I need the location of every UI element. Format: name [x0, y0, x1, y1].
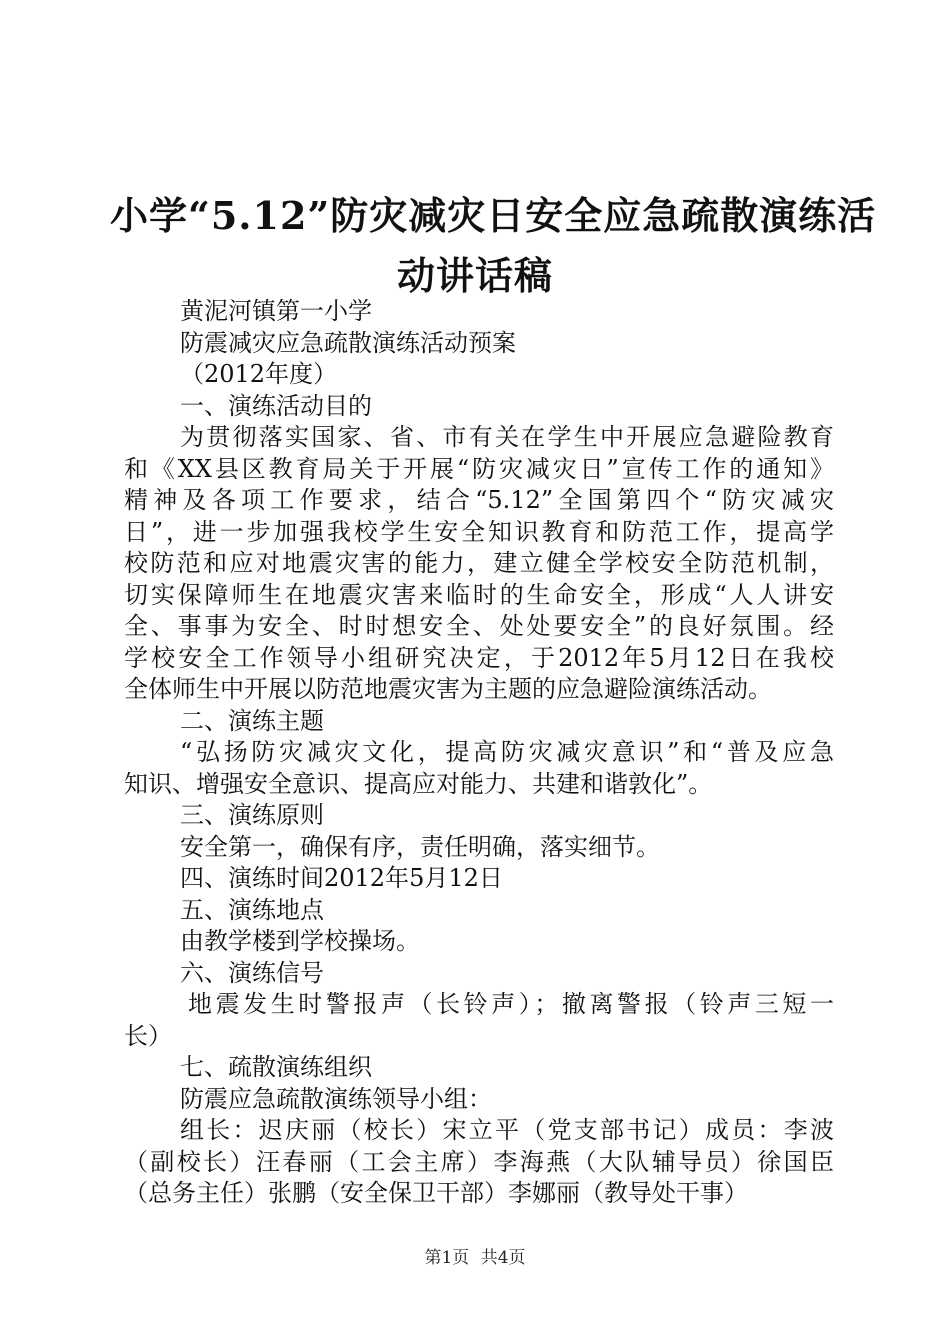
document-line: 校防范和应对地震灾害的能力，建立健全学校安全防范机制， [124, 549, 834, 577]
document-line: 为贯彻落实国家、省、市有关在学生中开展应急避险教育 [180, 423, 834, 451]
document-title-line-1: 小学“5.12”防灾减灾日安全应急疏散演练活 [110, 193, 877, 238]
document-line: 精神及各项工作要求，结合“5.12”全国第四个“防灾减灾 [124, 486, 834, 514]
document-line: 和《XX县区教育局关于开展“防灾减灾日”宣传工作的通知》 [124, 454, 834, 483]
document-line: 日”，进一步加强我校学生安全知识教育和防范工作，提高学 [124, 517, 834, 546]
page-footer [0, 1243, 950, 1268]
document-body [124, 296, 834, 1210]
document-line: 黄泥河镇第一小学 [180, 297, 372, 325]
document-line: （总务主任）张鹏（安全保卫干部）李娜丽（教导处干事） [124, 1179, 748, 1207]
document-line: 全体师生中开展以防范地震灾害为主题的应急避险演练活动。 [124, 675, 772, 703]
document-line: 一、演练活动目的 [180, 391, 372, 420]
document-line: 二、演练主题 [180, 706, 324, 735]
document-line: 学校安全工作领导小组研究决定，于2012年5月12日在我校 [124, 643, 834, 672]
document-line: 防震应急疏散演练领导小组： [180, 1084, 492, 1113]
document-line: 由教学楼到学校操场。 [180, 927, 420, 955]
document-line: 三、演练原则 [180, 801, 324, 829]
document-line: 六、演练信号 [180, 958, 324, 987]
document-line: 七、疏散演练组织 [180, 1053, 372, 1081]
document-title-line-2: 动讲话稿 [396, 253, 553, 298]
document-line: 全、事事为安全、时时想安全、处处要安全”的良好氛围。经 [124, 612, 834, 640]
document-line: 安全第一，确保有序，责任明确，落实细节。 [180, 832, 660, 861]
document-line: 知识、增强安全意识、提高应对能力、共建和谐敦化”。 [124, 769, 713, 798]
document-line: 切实保障师生在地震灾害来临时的生命安全，形成“人人讲安 [124, 580, 834, 609]
page-number: 第1页 [424, 1248, 470, 1268]
document-line: 五、演练地点 [180, 895, 324, 924]
document-line: “弘扬防灾减灾文化，提高防灾减灾意识”和“普及应急 [180, 738, 834, 766]
page-total: 共4页 [480, 1248, 526, 1268]
document-line: 防震减灾应急疏散演练活动预案 [180, 328, 516, 357]
document-line: （2012年度） [180, 360, 338, 388]
document-line: 长） [124, 1021, 172, 1050]
document-line: 地震发生时警报声（长铃声）；撤离警报（铃声三短一 [188, 990, 834, 1018]
document-line: 四、演练时间2012年5月12日 [180, 864, 503, 892]
document-line: 组长：迟庆丽（校长）宋立平（党支部书记）成员：李波 [180, 1116, 834, 1144]
document-line: （副校长）汪春丽（工会主席）李海燕（大队辅导员）徐国臣 [124, 1147, 834, 1176]
